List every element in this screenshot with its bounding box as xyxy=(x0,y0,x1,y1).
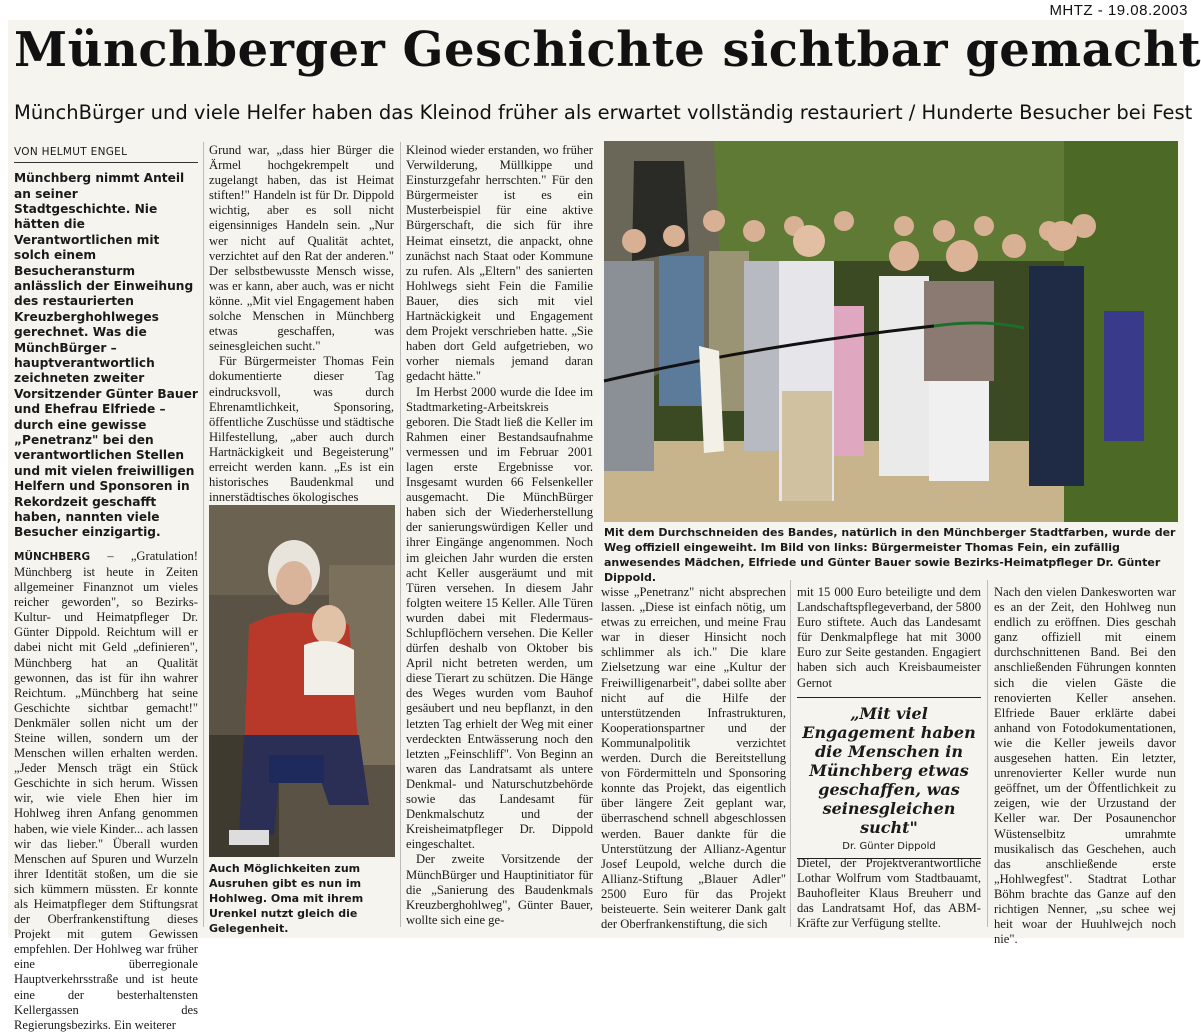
column-rule xyxy=(790,580,791,927)
column-2 xyxy=(209,143,394,505)
column-4 xyxy=(601,585,786,932)
column-5-bottom xyxy=(797,856,981,931)
headline: Münchberger Geschichte sichtbar gemacht xyxy=(14,22,1201,78)
body-paragraph: mit 15 000 Euro beteiligte und dem Landschaftspflegeverband, der 5800 Euro stiftete. Auch das Landesamt für Denkmalpflege hat mit 3000 Euro zur Seite gestanden. Engagiert haben sich auch Kreisbaumeister Gernot xyxy=(797,585,981,690)
photo-grandmother-and-child xyxy=(209,505,395,857)
column-rule xyxy=(203,142,204,927)
photo-small-caption: Auch Möglichkeiten zum Ausruhen gibt es nun im Hohlweg. Oma mit ihrem Urenkel nutzt gleich die Gelegenheit. xyxy=(209,862,364,935)
pull-quote-author: Dr. Günter Dippold xyxy=(842,841,936,852)
column-5-top xyxy=(797,585,981,690)
body-paragraph: Kleinod wieder erstanden, wo früher Verwilderung, Müllkippe und Einsturzgefahr herrschten." Für den Bürgermeister ist es ein Musterbeispiel für eine aktive Bürgerschaft, die sich für ihre Heimat einsetzt, die anpackt, ohne zunächst nach Staat oder Kommune zu rufen. Als „Eltern" des sanierten Hohlwegs sieht Fein die Familie Bauer, dies sich mit viel Hartnäckigkeit und Engagement dem Projekt verschrieben hatte. „Sie haben dort Geld aufgetrieben, wo vorher niemals jemand daran gedacht hätte." xyxy=(406,143,593,384)
body-text: – „Gratulation! Münchberg ist heute in Zeiten allgemeiner Finanznot um vieles reicher geworden", so Bezirks-Kultur- und Heimatpfleger Dr. Günter Dippold. Reichtum will er dabei nicht mit Geld „definieren", Münchberg hat an Qualität gewonnen, das ist für ihn wahrer Reichtum. „Münchberg hat seine Geschichte sichtbar gemacht!" Denkmäler sollen nicht um der Steine willen, sondern um der Menschen willen erhalten werden. „Jeder Mensch trägt ein Stück Geschichte in sich herum. Wissen wir, wie viele Ehen hier im Hohlweg ihren Anfang genommen haben, wie viele Kinder... ach lassen wir das lieber." Überall wurden Menschen auf Spuren und Wurzeln ihrer Identität stoßen, um die sie sich kümmern müssten. Er konnte als Heimatpfleger dem Stiftungsrat der Oberfrankenstiftung dieses Projekt mit gutem Gewissen empfehlen. Der Hohlweg war früher eine überregionale Hauptverkehrsstraße und ist heute eine der besterhaltensten Kellergassen des Regierungsbezirks. Ein weiterer xyxy=(14,548,198,1032)
body-paragraph: Der zweite Vorsitzende der MünchBürger und Hauptinitiator für die „Sanierung des Baudenkmals Kreuzberghohlweg", Günter Bauer, wollte sich eine ge- xyxy=(406,852,593,927)
column-rule xyxy=(987,580,988,927)
column-6 xyxy=(994,585,1176,947)
body-paragraph: Im Herbst 2000 wurde die Idee im Stadtmarketing-Arbeitskreis geboren. Die Stadt ließ die Keller im Rahmen einer Bestandsaufnahme vermessen und im Februar 2001 lagen erste Ergebnisse vor. Insgesamt wurden 66 Felsenkeller ausgemacht. Die MünchBürger haben sich der Wiederherstellung der sanierungswürdigen Keller und ihrer Eingänge angenommen. Noch im gleichen Jahr wurden die ersten acht Keller ausgeräumt und mit Türen versehen. In diesem Jahr folgten weitere 15 Keller. Alle Türen wurden dabei mit Fledermaus-Schlupflöchern versehen. Die Keller dürfen deshalb von Oktober bis April nicht betreten werden, um diese Tierart zu schützen. Die Hänge des Weges wurden vom Bauhof gesäubert und neu bepflanzt, in den letzten Tag erhielt der Weg mit einer verdeckten Entwässerung noch den letzten „Feinschliff". Von Beginn an waren das Landratsamt als untere Denkmal- und Naturschutzbehörde sowie das Landesamt für Denkmalschutz und der Kreisheimatpfleger Dr. Dippold eingeschaltet. xyxy=(406,384,593,852)
body-paragraph: Nach den vielen Dankesworten war es an der Zeit, den Hohlweg nun endlich zu eröffnen. Dies geschah ganz offiziell mit einem durchschnittenen Band. Bei den anschließenden Führungen konnten sich die vielen Gäste die renovierten Keller ansehen. Elfriede Bauer erklärte dabei anhand von Fotodokumentationen, wie die Keller jeweils davor ausgesehen hatten. Ein letzter, unrenovierter Keller wurde nun geöffnet, um der Öffentlichkeit zu zeigen, wie der Urzustand der Keller war. Der Posaunenchor Wüstenselbitz umrahmte musikalisch das Geschehen, auch das anschließende erste „Hohlwegfest". Stadtrat Lothar Böhm brachte das Ganze auf den richtigen Nenner, „su schee wej heit woar der Huuhlwejch noch nie". xyxy=(994,585,1176,947)
photo-ribbon-cutting xyxy=(604,141,1178,522)
body-paragraph xyxy=(14,549,198,1033)
photo-grandmother-illustration xyxy=(209,505,395,857)
body-paragraph: Dietel, der Projektverantwortliche Lothar Wolfrum vom Stadtbauamt, Bauhofleiter Klaus Breuherr und das Landratsamt Hof, das ABM-Kräfte zur Verfügung stellte. xyxy=(797,856,981,931)
lead-paragraph: Münchberg nimmt Anteil an seiner Stadtgeschichte. Nie hätten die Verantwortlichen mit solch einem Besucheransturm anlässlich der Einweihung des restaurierten Kreuzberghohlweges gerechnet. Was die MünchBürger – hauptverantwortlich zeichneten zweiter Vorsitzender Günter Bauer und Ehefrau Elfriede – durch eine gewisse „Penetranz" bei den verantwortlichen Stellen und mit vielen freiwilligen Helfern und Sponsoren in Rekordzeit geschafft haben, nannten viele Besucher einzigartig. xyxy=(14,171,198,540)
dateline: MÜNCHBERG xyxy=(14,550,91,563)
subheadline: MünchBürger und viele Helfer haben das Kleinod früher als erwartet vollständig restauriert / Hunderte Besucher bei Fest xyxy=(14,101,1193,124)
pull-quote xyxy=(797,697,981,859)
column-rule xyxy=(400,142,401,927)
body-paragraph: Für Bürgermeister Thomas Fein dokumentierte dieser Tag eindrucksvoll, was durch Ehrenamtlichkeit, Sponsoring, öffentliche Zuschüsse und städtische Hilfestellung, „aber auch durch Hartnäckigkeit und Begeisterung" erreicht werden kann. „Es ist ein historisches Baudenkmal und innerstädtisches ökologisches xyxy=(209,354,394,505)
byline: VON HELMUT ENGEL xyxy=(14,145,198,163)
photo-main-caption: Mit dem Durchschneiden des Bandes, natürlich in den Münchberger Stadtfarben, wurde der Weg offiziell eingeweiht. Im Bild von links: Bürgermeister Thomas Fein, ein zufällig anwesendes Mädchen, Elfriede und Günter Bauer sowie Bezirks-Heimatpfleger Dr. Günter Dippold. xyxy=(604,526,1176,584)
column-3 xyxy=(406,143,593,928)
source-label: MHTZ - 19.08.2003 xyxy=(1049,2,1188,19)
pull-quote-text: „Mit viel Engagement haben die Menschen in Münchberg etwas geschaffen, was seinesgleichen sucht" xyxy=(802,704,976,837)
body-paragraph: wisse „Penetranz" nicht absprechen lassen. „Diese ist einfach nötig, um etwas zu erreichen, und meine Frau war in dieser Hinsicht noch schlimmer als ich." Die klare Zielsetzung war eine „Kultur der Freiwilligenarbeit", dabei sollte aber nicht auf die Hilfe der unterstützenden Infrastrukturen, Kooperationspartner und der Kommunalpolitik verzichtet werden. Durch die Bereitstellung von Fördermitteln und Sponsoring konnte das Projekt, das eigentlich über längere Zeit geplant war, überraschend schnell abgeschlossen werden. Bauer dankte für die Unterstützung der Allianz-Agentur Josef Leupold, welche durch die Allianz-Stiftung „Blauer Adler" 2500 Euro für das Projekt beisteuerte. Sein weiterer Dank galt der Oberfrankenstiftung, die sich xyxy=(601,585,786,932)
photo-ribbon-cutting-illustration xyxy=(604,141,1178,522)
column-1 xyxy=(14,145,198,1032)
body-paragraph: Grund war, „dass hier Bürger die Ärmel hochgekrempelt und zugelangt haben, das ist Heimat stiften!" Handeln ist für Dr. Dippold wichtig, aber es soll nicht eigensinniges Handeln sein. „Nur wer nicht auf Qualität achtet, verzichtet auf den Rat der anderen." Der selbstbewusste Mensch wisse, was er kann, aber auch, was er nicht könne. „Mit viel Engagement haben solche Menschen in Münchberg etwas geschaffen, was seinesgleichen sucht." xyxy=(209,143,394,354)
